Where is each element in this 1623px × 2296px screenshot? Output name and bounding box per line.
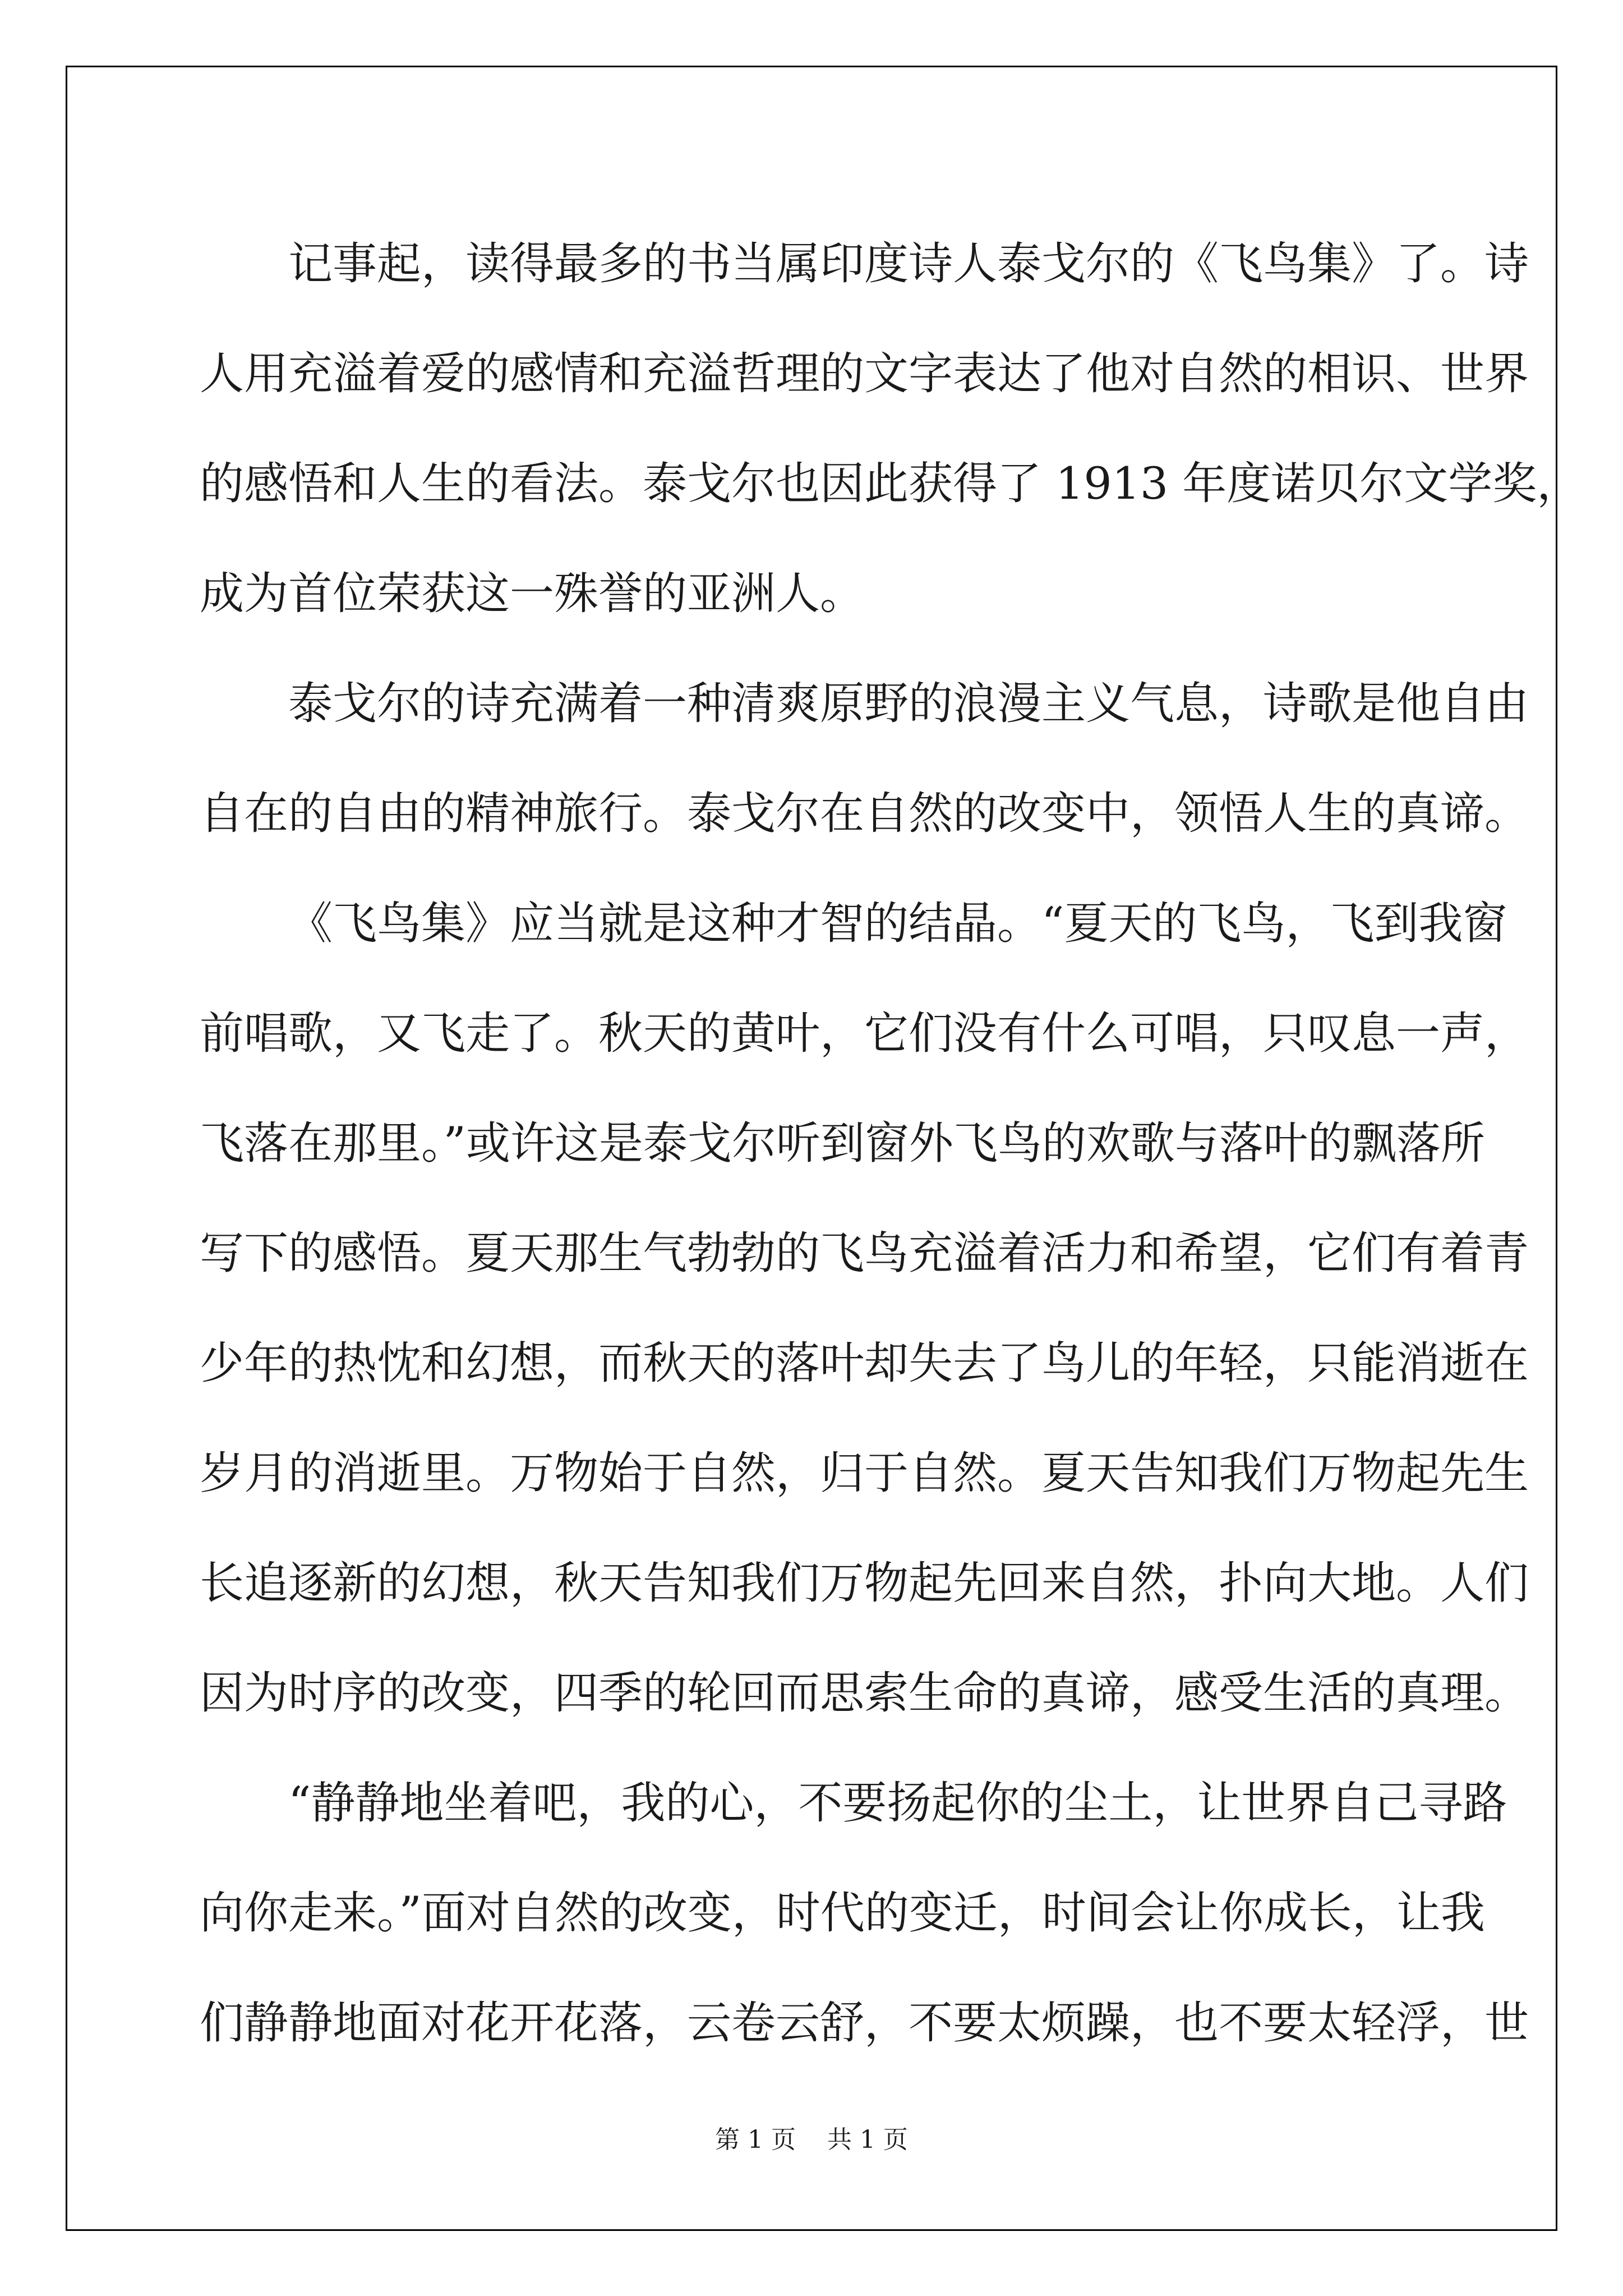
text-line: 少年的热忱和幻想，而秋天的落叶却失去了鸟儿的年轻，只能消逝在 [200, 1337, 1529, 1389]
paragraph-2 [200, 648, 1529, 868]
page-number: 第 1 页 共 1 页 [715, 2125, 908, 2154]
paragraph-1 [200, 209, 1581, 648]
paragraph-3 [200, 868, 1529, 1748]
text-line: 《飞鸟集》应当就是这种才智的结晶。“夏天的飞鸟，飞到我窗 [288, 898, 1507, 949]
text-line: 岁月的消逝里。万物始于自然，归于自然。夏天告知我们万物起先生 [200, 1447, 1529, 1499]
text-line: 飞落在那里。”或许这是泰戈尔听到窗外飞鸟的欢歌与落叶的飘落所 [200, 1117, 1485, 1169]
text-line: 泰戈尔的诗充满着一种清爽原野的浪漫主义气息，诗歌是他自由 [288, 678, 1529, 729]
page-footer [0, 2123, 1623, 2157]
paragraph-4 [200, 1748, 1529, 2078]
text-line: 长追逐新的幻想，秋天告知我们万物起先回来自然，扑向大地。人们 [200, 1557, 1529, 1609]
text-line: 自在的自由的精神旅行。泰戈尔在自然的改变中，领悟人生的真谛。 [200, 788, 1529, 839]
text-line: 因为时序的改变，四季的轮回而思索生命的真谛，感受生活的真理。 [200, 1667, 1529, 1719]
text-line: 的感悟和人生的看法。泰戈尔也因此获得了 1913 年度诺贝尔文学奖， [200, 458, 1581, 509]
text-line: 成为首位荣获这一殊誉的亚洲人。 [200, 568, 864, 619]
text-line: 人用充溢着爱的感情和充溢哲理的文字表达了他对自然的相识、世界 [200, 348, 1529, 399]
text-line: 前唱歌，又飞走了。秋天的黄叶，它们没有什么可唱，只叹息一声， [200, 1007, 1529, 1059]
text-line: 记事起，读得最多的书当属印度诗人泰戈尔的《飞鸟集》了。诗 [288, 238, 1529, 289]
text-line: “静静地坐着吧，我的心，不要扬起你的尘土，让世界自己寻路 [288, 1777, 1507, 1829]
text-line: 写下的感悟。夏天那生气勃勃的飞鸟充溢着活力和希望，它们有着青 [200, 1227, 1529, 1279]
text-line: 们静静地面对花开花落，云卷云舒，不要太烦躁，也不要太轻浮，世 [200, 1997, 1529, 2049]
document-body [200, 209, 1581, 2078]
text-line: 向你走来。”面对自然的改变，时代的变迁，时间会让你成长，让我 [200, 1887, 1485, 1939]
